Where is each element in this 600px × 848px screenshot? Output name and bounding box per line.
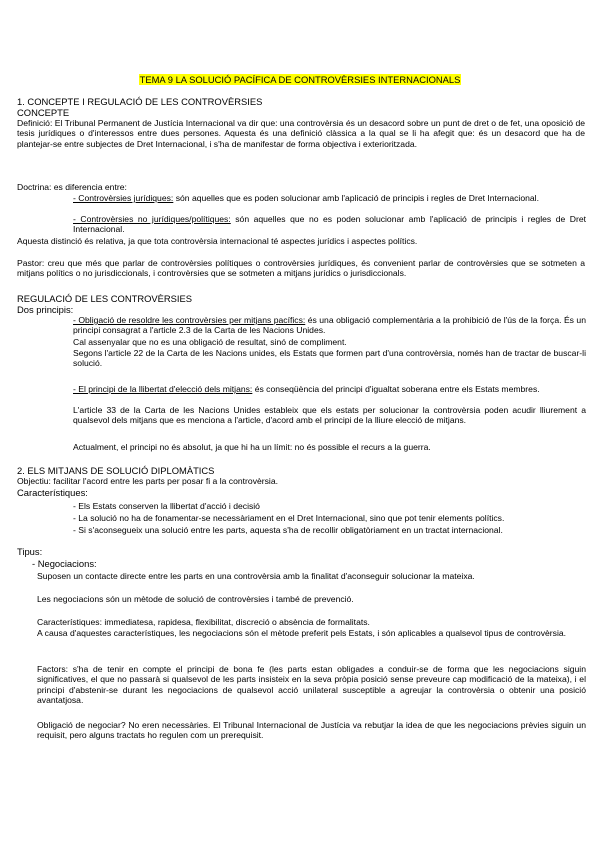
pastor-paragraph: Pastor: creu que més que parlar de controvèrsies polítiques o controvèrsies jurídiques, és convenient parlar de controvèrsies que se sotmeten a mitjans polítics o no jurisdiccionals, i controvèrsies que se sotmeten a mitjans jurídics o jurisdiccionals. (17, 258, 585, 279)
negociacions-paragraph-2: Les negociacions són un mètode de solució de controvèrsies i també de prevenció. (37, 594, 354, 604)
principi-2-line-2: L'article 33 de la Carta de les Nacions Unides estableix que els estats per solucionar la controvèrsia poden acudir lliurement a qualsevol dels mitjans que es menciona a l'article, d'acord amb el principi de la lliure elecció de mitjans. (73, 405, 586, 426)
document-title: TEMA 9 LA SOLUCIÓ PACÍFICA DE CONTROVÈRSIES INTERNACIONALS (139, 74, 461, 85)
caracteristica-2: - La solució no ha de fonamentar-se necessàriament en el Dret Internacional, sino que pot tenir elements polítics. (73, 513, 505, 523)
principi-1-line-2: Cal assenyalar que no es una obligació de resultat, sinó de compliment. (73, 337, 347, 347)
principi-1-label: - Obligació de resoldre les controvèrsies per mitjans pacífics: (73, 315, 306, 325)
section-2-heading: 2. ELS MITJANS DE SOLUCIÓ DIPLOMÀTICS (17, 465, 215, 476)
juridiques-text: són aquelles que es poden solucionar amb l'aplicació de principis i regles de Dret Internacional. (173, 193, 539, 203)
principi-2-item (73, 384, 586, 394)
caracteristiques-label: Característiques: (17, 487, 88, 498)
document-title-wrap (0, 70, 600, 88)
principi-2-line-3: Actualment, el principi no és absolut, ja que hi ha un límit: no és possible el recurs a la guerra. (73, 442, 431, 452)
negociacions-label: - Negociacions: (32, 558, 97, 569)
distincio-paragraph: Aquesta distinció és relativa, ja que tota controvèrsia internacional té aspectes jurídics i aspectes polítics. (17, 236, 418, 246)
definicio-paragraph: Definició: El Tribunal Permanent de Justícia Internacional va dir que: una controvèrsia és un desacord sobre un punt de dret o de fet, una oposició de tesis jurídiques o d'interessos entre dues persones. Aquesta és una definició clàssica a la qual se li ha afegit que: és un desacord que ha de plantejar-se entre subjectes de Dret Internacional, i s'ha de manifestar de forma objectiva i exterioritzada. (17, 118, 585, 149)
concepte-heading: CONCEPTE (17, 107, 70, 118)
principi-1-line-3: Segons l'article 22 de la Carta de les Nacions unides, els Estats que formen part d'una controvèrsia, només han de tractar de buscar-li solució. (73, 348, 586, 369)
controversies-politiques-item (73, 214, 586, 235)
principi-2-text: és conseqüència del principi d'igualtat soberana entre els Estats membres. (252, 384, 540, 394)
controversies-juridiques-item (73, 193, 586, 203)
politiques-label: - Controvèrsies no jurídiques/polítiques: (73, 214, 231, 224)
objectiu-line: Objectiu: facilitar l'acord entre les parts per posar fi a la controvèrsia. (17, 476, 279, 486)
doctrina-intro: Doctrina: es diferencia entre: (17, 182, 127, 192)
tipus-label: Tipus: (17, 546, 43, 557)
negociacions-caracteristiques: Característiques: immediatesa, rapidesa, flexibilitat, discreció o absència de formalitats. (37, 617, 370, 627)
negociacions-obligacio: Obligació de negociar? No eren necessàries. El Tribunal Internacional de Justícia va rebutjar la idea de que les negociacions prèvies siguin un requisit, pero alguns tractats ho regulen com un prerequisit. (37, 720, 586, 741)
caracteristica-1: - Els Estats conserven la llibertat d'acció i decisió (73, 501, 260, 511)
principi-1-text: és una obligació complementària a la prohibició de l'ús de la força. És un principi consagrat a l'article 2.3 de la Carta de les Nacions Unides. (73, 315, 586, 336)
juridiques-label: - Controvèrsies jurídiques: (73, 193, 174, 203)
negociacions-metode-preferit: A causa d'aquestes característiques, les negociacions són el mètode preferit pels Estats, i són aplicables a qualsevol tipus de controvèrsia. (37, 628, 567, 638)
negociacions-paragraph-1: Suposen un contacte directe entre les parts en una controvèrsia amb la finalitat d'aconseguir solucionar la mateixa. (37, 571, 475, 581)
dos-principis-label: Dos principis: (17, 304, 74, 315)
negociacions-factors: Factors: s'ha de tenir en compte el principi de bona fe (les parts estan obligades a conduir-se de forma que les negociacions siguin significatives, el que no passarà si qualsevol de les parts insisteix en la seva pròpia posició sense preveure cap modificació de la mateixa), i el principi d'abstenir-se durant les negociacions de qualsevol acció unilateral susceptible a agreujar la controvèrsia o obtenir una posició avantatjosa. (37, 664, 586, 706)
principi-1-item (73, 315, 586, 336)
politiques-text: són aquelles que no es poden solucionar amb l'aplicació de principis i regles de Dret Internacional. (73, 214, 586, 235)
caracteristica-3: - Si s'aconsegueix una solució entre les parts, aquesta s'ha de recollir obligatòriament en un tractat internacional. (73, 525, 503, 535)
principi-2-label: - El principi de la llibertat d'elecció dels mitjans: (73, 384, 253, 394)
section-1-heading: 1. CONCEPTE I REGULACIÓ DE LES CONTROVÈRSIES (17, 96, 263, 107)
regulacio-heading: REGULACIÓ DE LES CONTROVÈRSIES (17, 293, 193, 304)
